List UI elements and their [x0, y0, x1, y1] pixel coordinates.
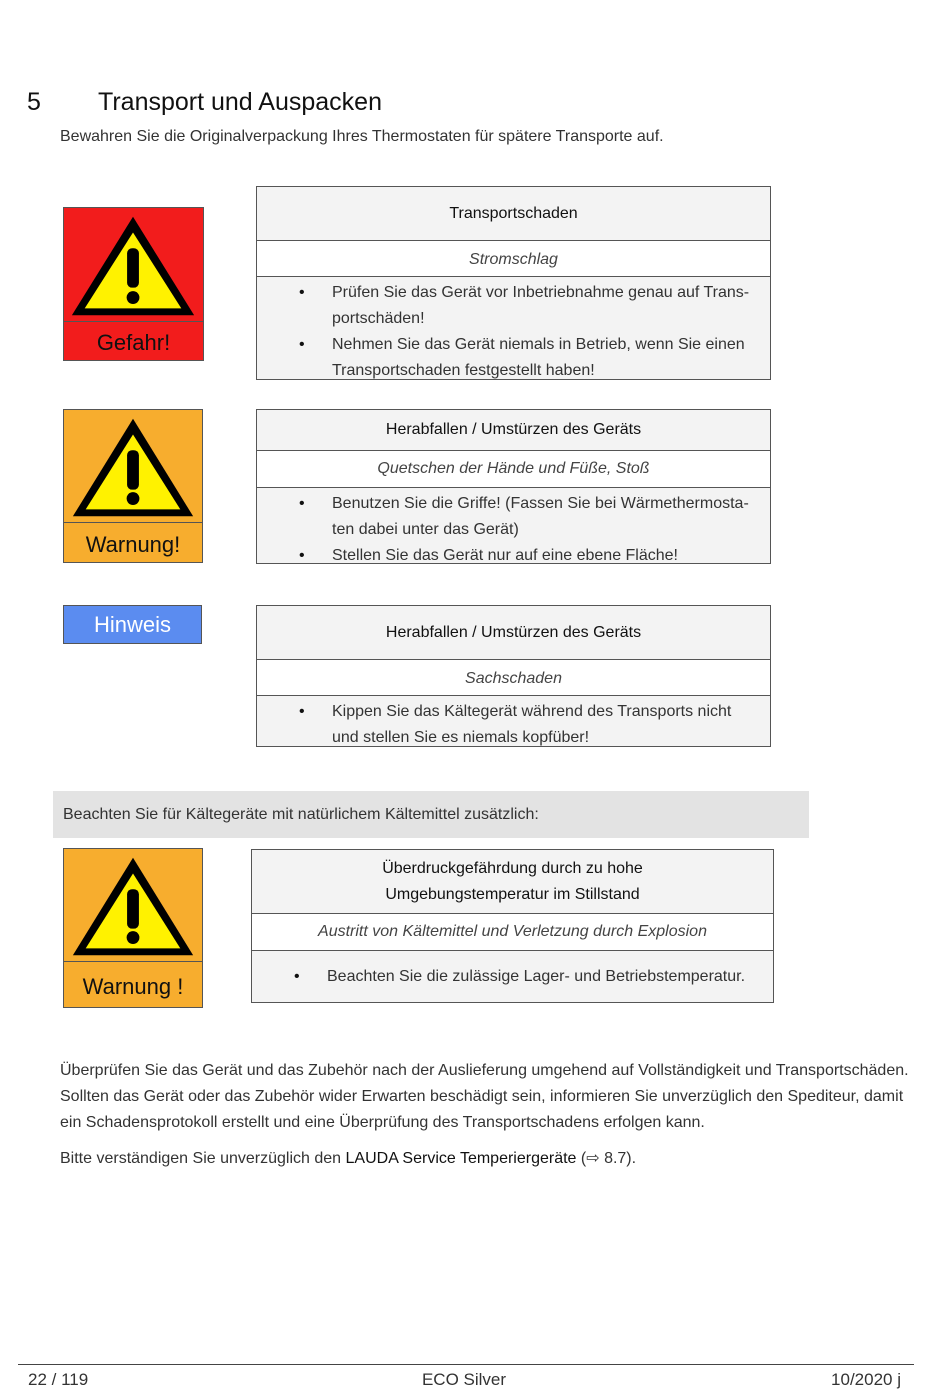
footer-divider: [18, 1364, 914, 1365]
service-paragraph: [60, 1146, 920, 1172]
notice-sign: Hinweis: [63, 605, 202, 644]
intro-text: Bewahren Sie die Originalverpackung Ihres Thermostaten für spätere Transporte auf.: [60, 128, 664, 145]
list-item: • Nehmen Sie das Gerät niemals in Betrieb, wenn Sie einen Transportschaden festgestellt haben!: [257, 332, 770, 384]
delivery-check-paragraph: Überprüfen Sie das Gerät und das Zubehör nach der Auslieferung umgehend auf Vollständigkeit und Transportschäden. Sollten das Gerät oder das Zubehör wider Erwarten beschädigt sein, informieren Sie unverzüglich den Spediteur, damit ein Schadensprotokoll erstellt und eine Überprüfung des Transportschadens erfolgen kann.: [60, 1062, 909, 1131]
cross-reference: (⇨ 8.7).: [576, 1150, 637, 1167]
list-item: • Prüfen Sie das Gerät vor Inbetriebnahme genau auf Trans-portschäden!: [257, 280, 770, 332]
list-item: • Beachten Sie die zulässige Lager- und Betriebstemperatur.: [252, 964, 773, 990]
warning-box-hazard: Quetschen der Hände und Füße, Stoß: [257, 451, 770, 488]
warning-box-title-line: Umgebungstemperatur im Stillstand: [385, 885, 640, 903]
list-item: • Kippen Sie das Kältegerät während des Transports nicht und stellen Sie es niemals kopfüber!: [257, 699, 770, 751]
warning-box-title: Herabfallen / Umstürzen des Geräts: [257, 410, 770, 451]
refrigerant-note-bar: Beachten Sie für Kältegeräte mit natürlichem Kältemittel zusätzlich:: [53, 791, 809, 838]
warning-box-title: [252, 850, 773, 914]
warning-box-title: Herabfallen / Umstürzen des Geräts: [257, 606, 770, 660]
service-text: Bitte verständigen Sie unverzüglich den: [60, 1150, 346, 1167]
danger-sign: [63, 207, 204, 361]
warning-box-title-line: Überdruckgefährdung durch zu hohe: [382, 859, 643, 877]
warning-box-hazard: Sachschaden: [257, 660, 770, 696]
document-version: 10/2020 j: [831, 1370, 901, 1389]
warning-box-overpressure: [251, 849, 774, 1003]
warning-sign: [63, 409, 203, 563]
product-name: ECO Silver: [421, 1370, 507, 1389]
warning-triangle-icon: [64, 410, 202, 524]
warning-box-measures: [257, 277, 770, 384]
list-item: • Stellen Sie das Gerät nur auf eine ebene Fläche!: [257, 543, 770, 569]
warning-box-transport-damage: [256, 186, 771, 380]
service-link[interactable]: LAUDA Service Temperiergeräte: [345, 1150, 577, 1167]
warning-label: Warnung !: [64, 961, 202, 1007]
warning-sign-refrigerant: [63, 848, 203, 1008]
chapter-title: Transport und Auspacken: [98, 88, 382, 116]
warning-triangle-icon: [64, 849, 202, 963]
danger-label: Gefahr!: [64, 321, 203, 360]
warning-box-falling-over: [256, 409, 771, 564]
warning-label: Warnung!: [64, 522, 202, 562]
chapter-number: 5: [27, 88, 41, 116]
warning-box-title: Transportschaden: [257, 187, 770, 241]
warning-box-hazard: Austritt von Kältemittel und Verletzung durch Explosion: [252, 914, 773, 951]
warning-box-measures: [252, 951, 773, 990]
notice-box-falling-over: [256, 605, 771, 747]
page-number: 22 / 119: [28, 1370, 89, 1389]
warning-box-measures: [257, 488, 770, 569]
warning-box-measures: [257, 696, 770, 751]
list-item: • Benutzen Sie die Griffe! (Fassen Sie bei Wärmethermosta-ten dabei unter das Gerät): [257, 491, 770, 543]
warning-box-hazard: Stromschlag: [257, 241, 770, 277]
warning-triangle-icon: [64, 208, 203, 323]
